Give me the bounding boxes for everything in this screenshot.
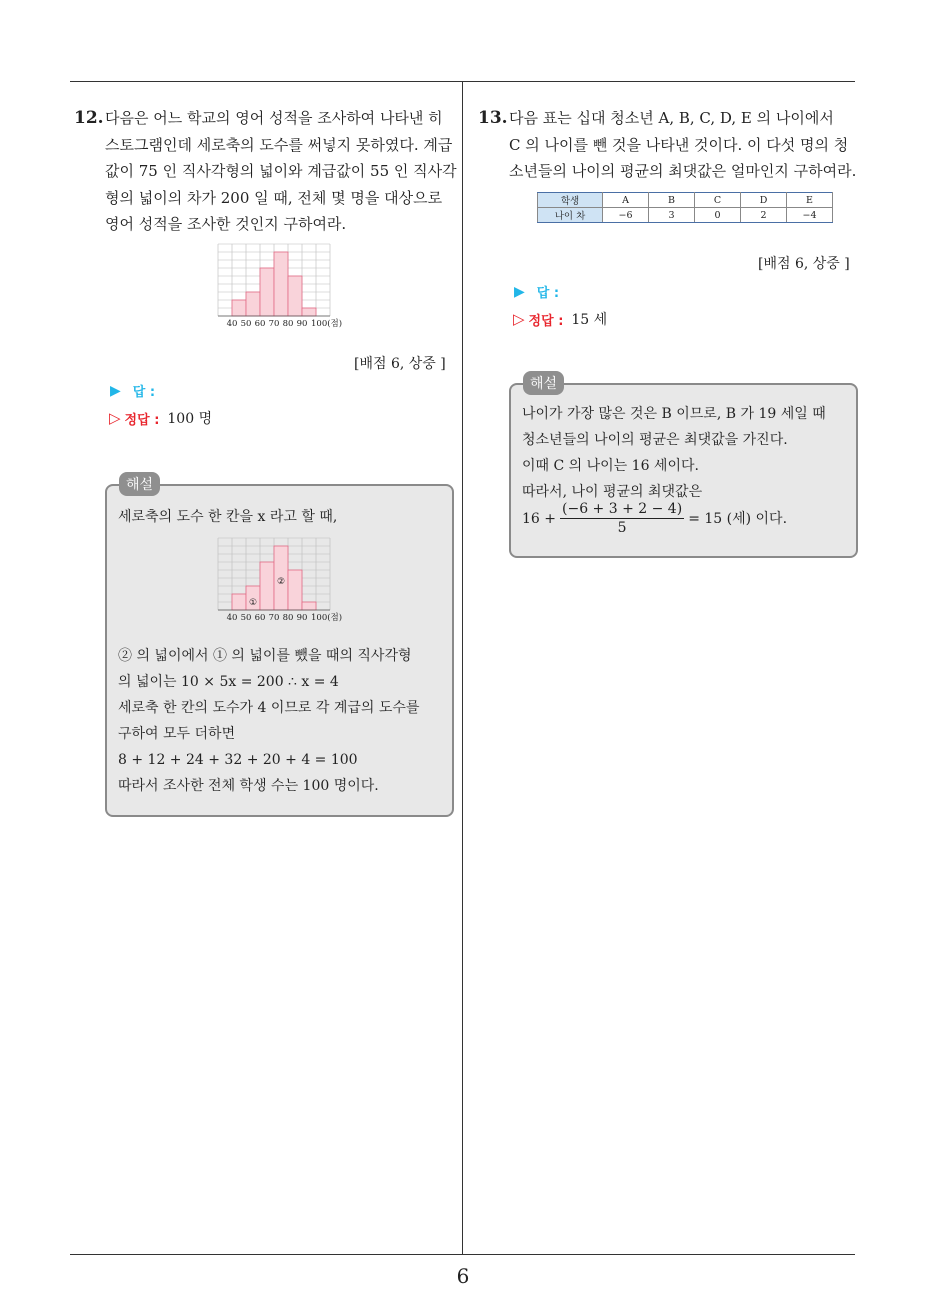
table-header-cell: 나이 차 bbox=[538, 208, 603, 223]
formula-prefix: 16 + bbox=[522, 510, 556, 527]
x-tick-label: 80 bbox=[282, 319, 294, 329]
q13-score: [배점 6, 상중 ] bbox=[758, 256, 850, 272]
q13-answer-row bbox=[514, 282, 559, 301]
open-triangle-icon: ▷ bbox=[109, 409, 121, 427]
q12-correct-label: 정답 : bbox=[124, 412, 160, 428]
histogram-bar bbox=[302, 308, 316, 316]
formula-suffix: = 15 (세) 이다. bbox=[688, 510, 788, 527]
q12-line: 영어 성적을 조사한 것인지 구하여라. bbox=[105, 215, 347, 233]
q12-solution-line: 따라서 조사한 전체 학생 수는 100 명이다. bbox=[118, 778, 379, 794]
q12-line: 스토그램인데 세로축의 도수를 써넣지 못하였다. 계급 bbox=[105, 135, 453, 154]
table-cell: A bbox=[603, 193, 649, 208]
table-cell: −4 bbox=[787, 208, 833, 223]
table-cell: 3 bbox=[649, 208, 695, 223]
q13-correct-row bbox=[513, 309, 607, 329]
formula-fraction bbox=[560, 500, 684, 537]
histogram-bar bbox=[232, 594, 246, 610]
x-tick-label: 80 bbox=[282, 613, 294, 623]
q13-solution-line: 청소년들의 나이의 평균은 최댓값을 가진다. bbox=[522, 432, 788, 448]
q12-line: 값이 75 인 직사각형의 넓이와 계급값이 55 인 직사각 bbox=[105, 162, 457, 180]
table-cell: 0 bbox=[695, 208, 741, 223]
q12-correct-value: 100 명 bbox=[167, 411, 213, 427]
q12-answer-row bbox=[110, 381, 155, 400]
marker-label: ② bbox=[276, 577, 286, 587]
q13-formula bbox=[522, 500, 787, 537]
x-tick-label: 70 bbox=[268, 613, 280, 623]
q13-answer-label: 답 : bbox=[536, 286, 560, 301]
q13-solution-body bbox=[522, 401, 826, 505]
q12-line: 다음은 어느 학교의 영어 성적을 조사하여 나타낸 히 bbox=[105, 109, 443, 127]
q13-text bbox=[509, 105, 856, 185]
q13-solution-line: 이때 C 의 나이는 16 세이다. bbox=[522, 458, 699, 474]
table-cell: B bbox=[649, 193, 695, 208]
table-header-cell: 학생 bbox=[538, 193, 603, 208]
table-cell: E bbox=[787, 193, 833, 208]
q13-solution-tag: 해설 bbox=[523, 371, 564, 395]
q13-age-table bbox=[537, 192, 833, 223]
table-cell: −6 bbox=[603, 208, 649, 223]
x-tick-label: 90 bbox=[296, 613, 308, 623]
histogram-bar bbox=[246, 292, 260, 316]
q12-solution-histogram bbox=[212, 534, 352, 624]
open-triangle-icon: ▷ bbox=[513, 310, 525, 328]
play-triangle-icon: ▶ bbox=[110, 382, 121, 399]
column-divider bbox=[462, 81, 463, 1254]
bottom-rule bbox=[70, 1254, 855, 1255]
x-tick-label: 40 bbox=[226, 319, 238, 329]
x-tick-label: 100(점) bbox=[311, 319, 343, 329]
q12-solution-line: 구하여 모두 더하면 bbox=[118, 726, 236, 742]
q12-score: [배점 6, 상중 ] bbox=[354, 356, 446, 372]
x-tick-label: 90 bbox=[296, 319, 308, 329]
q12-text bbox=[105, 105, 457, 238]
table-row bbox=[538, 208, 833, 223]
x-tick-label: 100(점) bbox=[311, 613, 343, 623]
x-tick-label: 50 bbox=[240, 319, 252, 329]
q12-solution-intro bbox=[118, 504, 337, 530]
q13-number: 13. bbox=[478, 108, 508, 128]
play-triangle-icon: ▶ bbox=[514, 283, 525, 300]
q12-number: 12. bbox=[74, 108, 104, 128]
page-number: 6 bbox=[456, 1264, 470, 1288]
table-cell: 2 bbox=[741, 208, 787, 223]
x-tick-label: 50 bbox=[240, 613, 252, 623]
q13-correct-value: 15 세 bbox=[571, 312, 608, 328]
q13-correct-label: 정답 : bbox=[528, 313, 564, 329]
q12-answer-label: 답 : bbox=[132, 385, 156, 400]
histogram-bar bbox=[302, 602, 316, 610]
formula-denominator: 5 bbox=[617, 520, 627, 536]
histogram-bar bbox=[288, 276, 302, 316]
histogram-bar bbox=[288, 570, 302, 610]
histogram-bar bbox=[260, 268, 274, 316]
table-cell: D bbox=[741, 193, 787, 208]
table-cell: C bbox=[695, 193, 741, 208]
histogram-bar bbox=[274, 252, 288, 316]
q12-line: 형의 넓이의 차가 200 일 때, 전체 몇 명을 대상으로 bbox=[105, 188, 443, 207]
q12-solution-line: 세로축 한 칸의 도수가 4 이므로 각 계급의 도수를 bbox=[118, 700, 420, 716]
q12-solution-line: ② 의 넓이에서 ① 의 넓이를 뺐을 때의 직사각형 bbox=[118, 648, 412, 664]
q12-solution-tag: 해설 bbox=[119, 472, 160, 496]
x-tick-label: 60 bbox=[254, 319, 266, 329]
table-row bbox=[538, 193, 833, 208]
x-tick-label: 60 bbox=[254, 613, 266, 623]
marker-label: ① bbox=[248, 598, 258, 608]
q12-solution-line: 8 + 12 + 24 + 32 + 20 + 4 = 100 bbox=[118, 752, 358, 768]
formula-numerator: (−6 + 3 + 2 − 4) bbox=[562, 501, 683, 517]
q13-line: 소년들의 나이의 평균의 최댓값은 얼마인지 구하여라. bbox=[509, 162, 857, 180]
q12-histogram bbox=[212, 240, 352, 330]
q13-line: C 의 나이를 뺀 것을 나타낸 것이다. 이 다섯 명의 청 bbox=[509, 135, 849, 154]
q12-solution-body bbox=[118, 643, 419, 799]
q12-correct-row bbox=[109, 408, 212, 428]
q12-solution-line: 세로축의 도수 한 칸을 x 라고 할 때, bbox=[118, 509, 338, 525]
q13-line: 다음 표는 십대 청소년 A, B, C, D, E 의 나이에서 bbox=[509, 109, 834, 127]
q13-solution-line: 따라서, 나이 평균의 최댓값은 bbox=[522, 484, 703, 500]
histogram-bar bbox=[232, 300, 246, 316]
q13-solution-line: 나이가 가장 많은 것은 B 이므로, B 가 19 세일 때 bbox=[522, 406, 826, 422]
q12-solution-line: 의 넓이는 10 × 5x = 200 ∴ x = 4 bbox=[118, 674, 339, 690]
x-tick-label: 40 bbox=[226, 613, 238, 623]
x-tick-label: 70 bbox=[268, 319, 280, 329]
histogram-bar bbox=[260, 562, 274, 610]
